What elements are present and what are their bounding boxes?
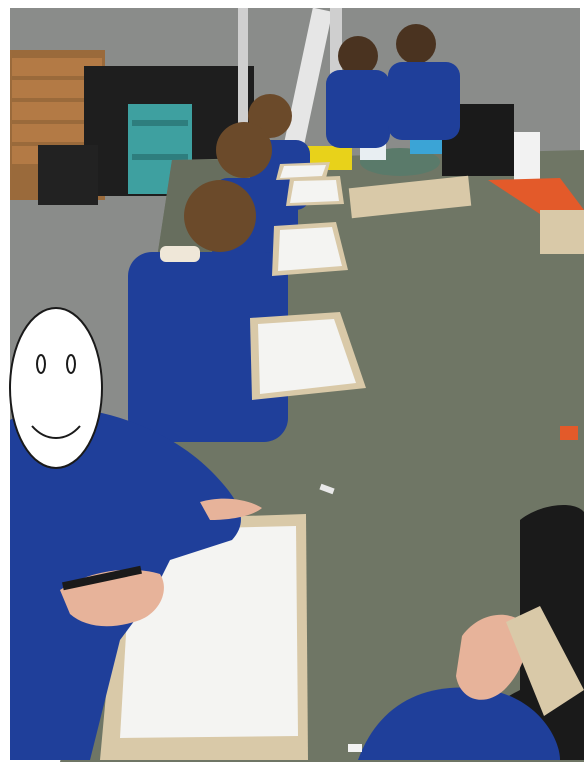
tray-2 [286, 176, 344, 206]
smiley-face-mask [10, 308, 102, 468]
tray-3 [272, 222, 348, 276]
